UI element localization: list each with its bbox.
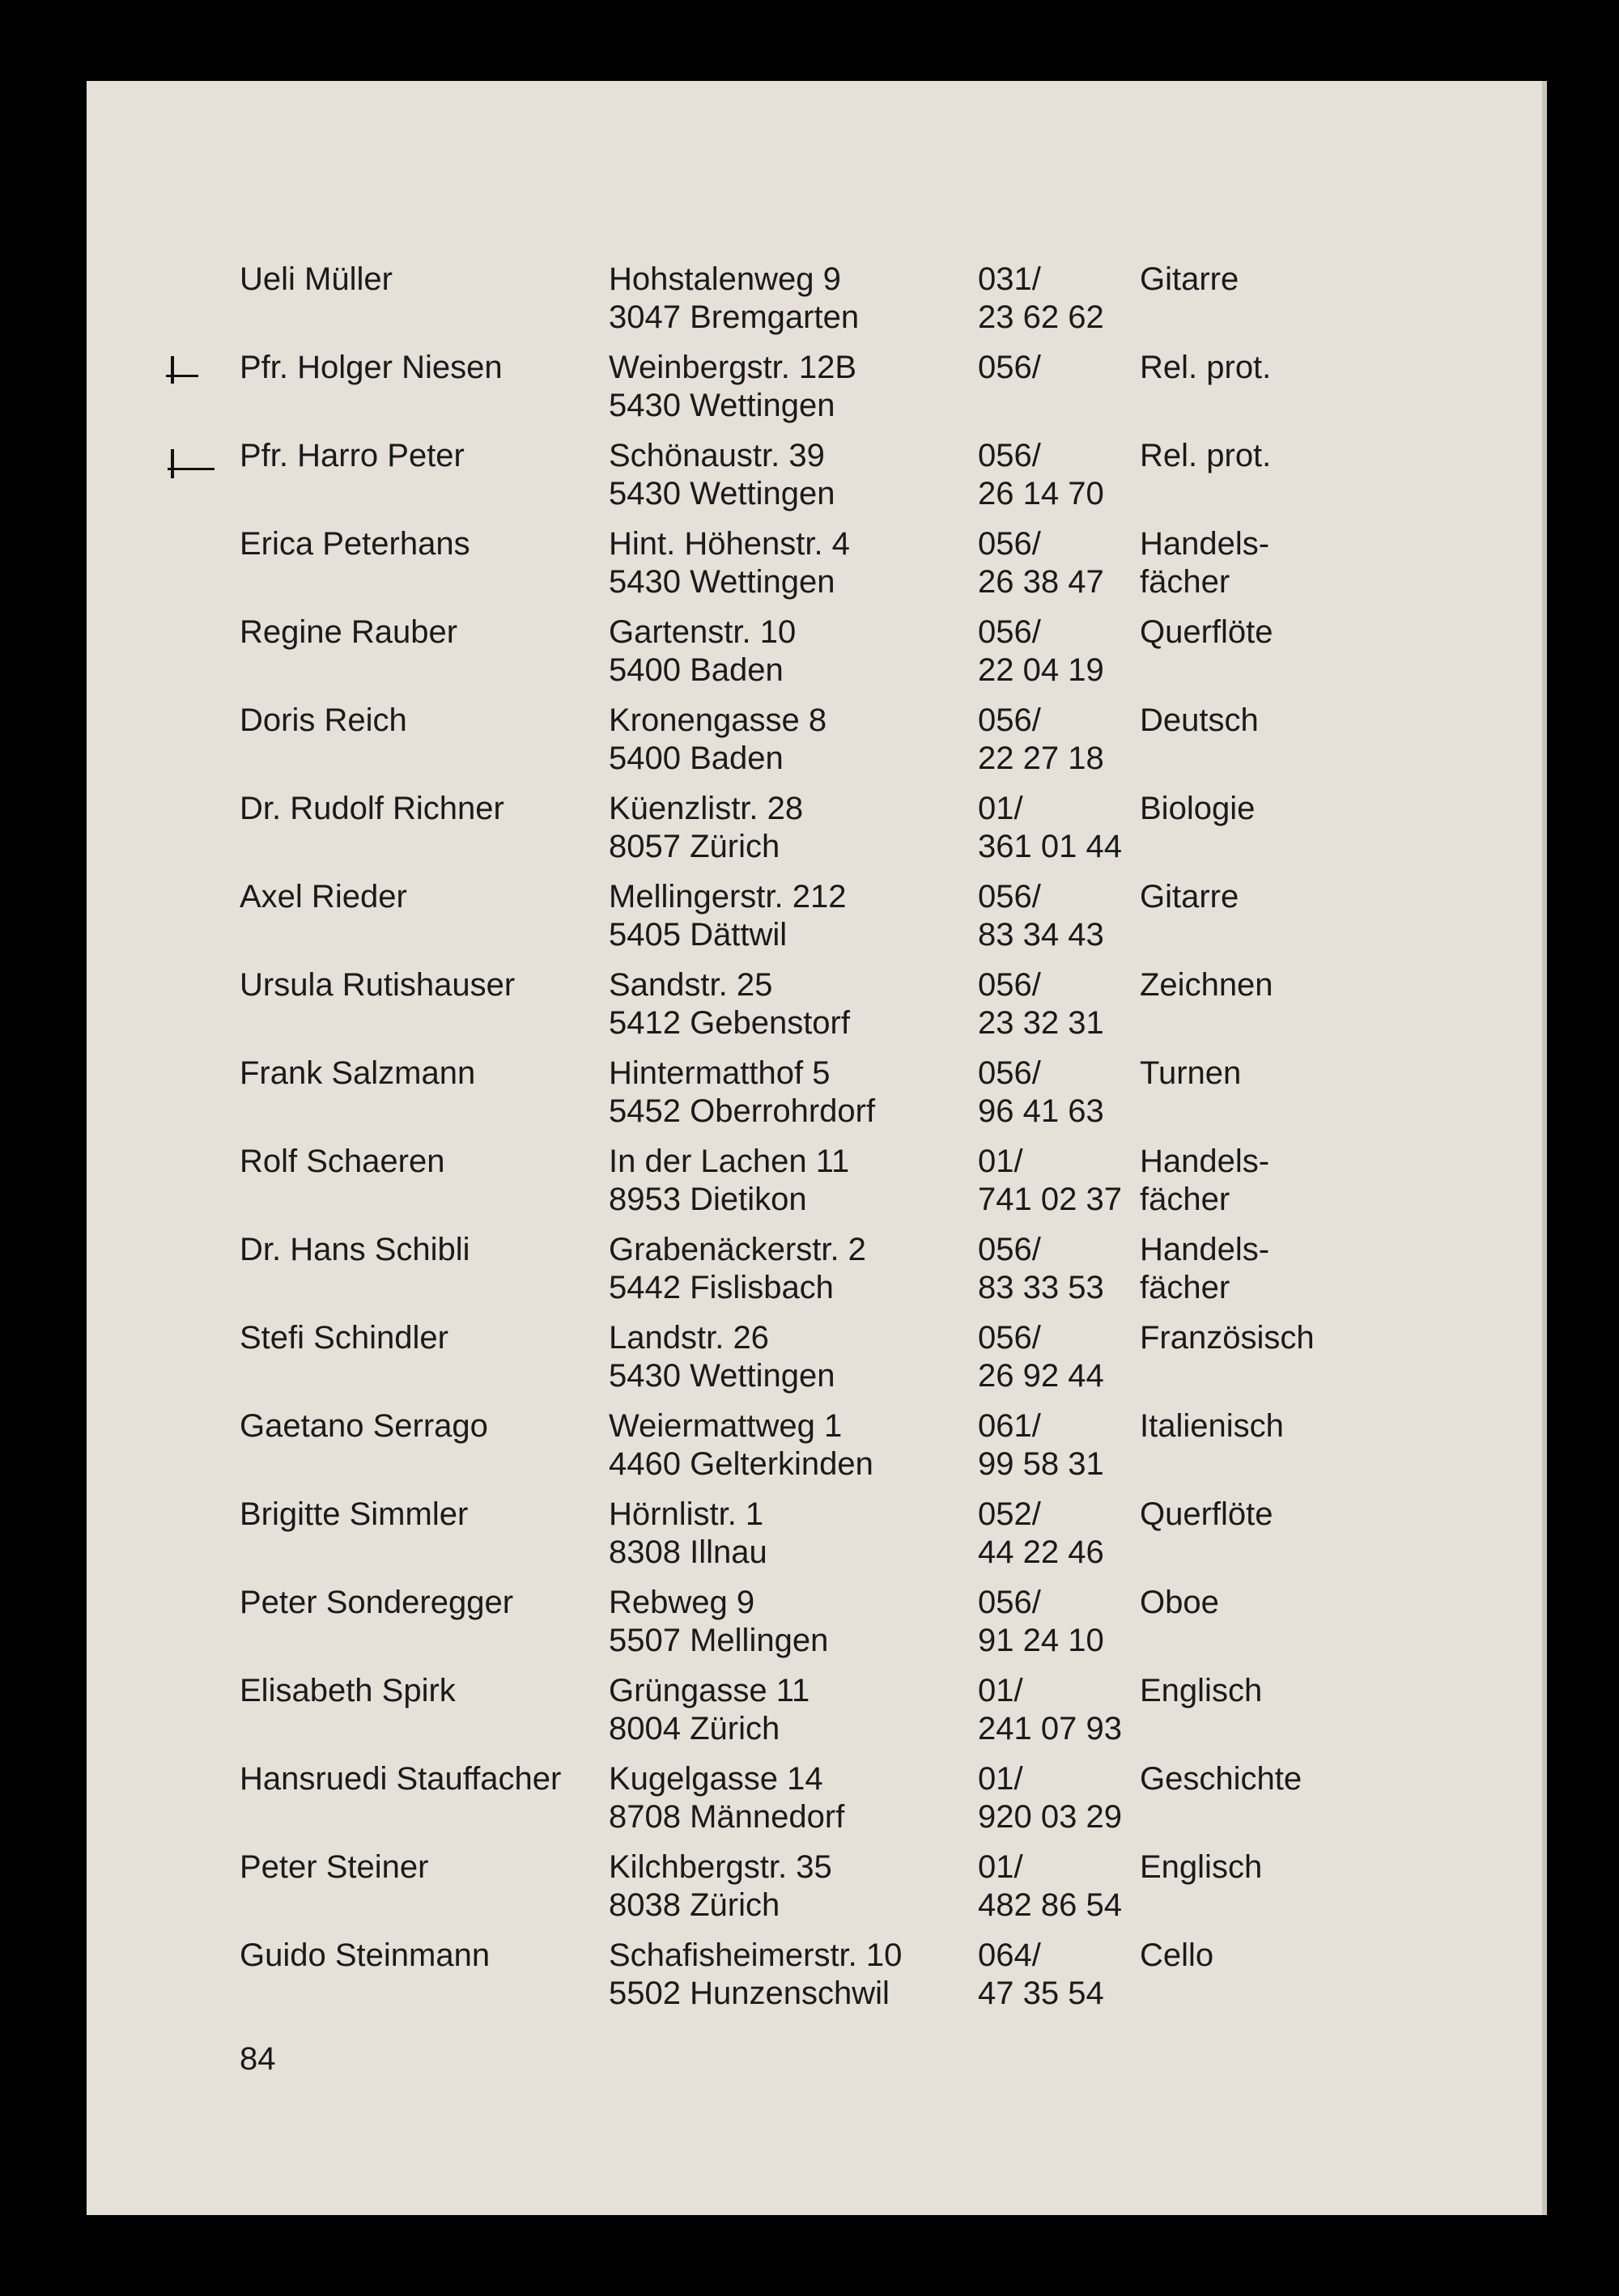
entry-street: Rebweg 9 [609, 1585, 755, 1620]
entry-city: 5400 Baden [609, 652, 784, 688]
teacher-directory [240, 261, 1373, 2025]
entry-area-code: 056/ [978, 350, 1041, 385]
directory-entry [240, 613, 1373, 702]
entry-name: Regine Rauber [240, 614, 458, 650]
entry-phone: 83 34 43 [978, 917, 1104, 953]
entry-phone: 22 27 18 [978, 741, 1104, 776]
entry-name: Doris Reich [240, 702, 407, 738]
entry-city: 5412 Gebenstorf [609, 1005, 850, 1041]
entry-area-code: 056/ [978, 526, 1041, 562]
entry-subject: Cello [1140, 1937, 1214, 1973]
entry-city: 8308 Illnau [609, 1534, 767, 1570]
entry-name: Stefi Schindler [240, 1320, 448, 1356]
directory-entry [240, 1143, 1373, 1231]
entry-street: Kronengasse 8 [609, 702, 827, 738]
directory-entry [240, 1848, 1373, 1937]
directory-entry [240, 1672, 1373, 1760]
entry-subject: Biologie [1140, 791, 1256, 826]
entry-area-code: 061/ [978, 1408, 1041, 1444]
entry-subject-continued: fächer [1140, 1182, 1230, 1217]
entry-area-code: 01/ [978, 1673, 1023, 1708]
entry-name: Elisabeth Spirk [240, 1673, 456, 1708]
entry-subject-continued: fächer [1140, 564, 1230, 600]
entry-phone: 741 02 37 [978, 1182, 1122, 1217]
directory-entry [240, 1319, 1373, 1407]
entry-area-code: 056/ [978, 1585, 1041, 1620]
entry-area-code: 01/ [978, 791, 1023, 826]
entry-subject: Deutsch [1140, 702, 1259, 738]
entry-name: Hansruedi Stauffacher [240, 1761, 562, 1797]
entry-city: 5430 Wettingen [609, 564, 835, 600]
entry-area-code: 01/ [978, 1761, 1023, 1797]
entry-name: Rolf Schaeren [240, 1144, 445, 1179]
entry-area-code: 031/ [978, 261, 1041, 297]
entry-name: Guido Steinmann [240, 1937, 491, 1973]
entry-subject: Querflöte [1140, 1496, 1273, 1532]
entry-area-code: 056/ [978, 702, 1041, 738]
directory-entry [240, 790, 1373, 878]
directory-entry [240, 878, 1373, 966]
entry-street: Kilchbergstr. 35 [609, 1849, 832, 1885]
entry-area-code: 01/ [978, 1144, 1023, 1179]
directory-entry [240, 437, 1373, 525]
directory-entry [240, 702, 1373, 790]
entry-name: Axel Rieder [240, 879, 407, 915]
entry-subject: Zeichnen [1140, 967, 1273, 1003]
entry-area-code: 056/ [978, 1320, 1041, 1356]
directory-entry [240, 1584, 1373, 1672]
entry-subject: Querflöte [1140, 614, 1273, 650]
entry-street: Sandstr. 25 [609, 967, 773, 1003]
entry-city: 5507 Mellingen [609, 1623, 829, 1658]
entry-city: 8004 Zürich [609, 1711, 780, 1746]
directory-entry [240, 1231, 1373, 1319]
entry-name: Brigitte Simmler [240, 1496, 469, 1532]
entry-subject: Handels- [1140, 526, 1270, 562]
directory-entry [240, 1055, 1373, 1143]
entry-phone: 83 33 53 [978, 1270, 1104, 1305]
entry-street: Schafisheimerstr. 10 [609, 1937, 903, 1973]
entry-subject: Handels- [1140, 1232, 1270, 1267]
entry-street: Küenzlistr. 28 [609, 791, 804, 826]
entry-city: 3047 Bremgarten [609, 299, 860, 335]
entry-subject: Englisch [1140, 1673, 1263, 1708]
directory-entry [240, 525, 1373, 613]
entry-phone: 99 58 31 [978, 1446, 1104, 1482]
entry-street: Mellingerstr. 212 [609, 879, 847, 915]
entry-street: Hörnlistr. 1 [609, 1496, 764, 1532]
entry-phone: 241 07 93 [978, 1711, 1122, 1746]
entry-phone: 920 03 29 [978, 1799, 1122, 1835]
entry-area-code: 052/ [978, 1496, 1041, 1532]
entry-phone: 482 86 54 [978, 1887, 1122, 1923]
directory-entry [240, 1937, 1373, 2025]
entry-name: Pfr. Harro Peter [240, 438, 465, 473]
entry-name: Dr. Rudolf Richner [240, 791, 504, 826]
entry-phone: 23 32 31 [978, 1005, 1104, 1041]
entry-phone: 26 14 70 [978, 476, 1104, 511]
entry-city: 5405 Dättwil [609, 917, 788, 953]
entry-street: Grabenäckerstr. 2 [609, 1232, 866, 1267]
entry-name: Frank Salzmann [240, 1055, 476, 1091]
entry-name: Erica Peterhans [240, 526, 470, 562]
entry-street: Kugelgasse 14 [609, 1761, 823, 1797]
entry-city: 5400 Baden [609, 741, 784, 776]
entry-area-code: 056/ [978, 967, 1041, 1003]
entry-area-code: 064/ [978, 1937, 1041, 1973]
entry-name: Pfr. Holger Niesen [240, 350, 503, 385]
entry-subject: Gitarre [1140, 261, 1239, 297]
entry-name: Ursula Rutishauser [240, 967, 516, 1003]
entry-street: Gartenstr. 10 [609, 614, 797, 650]
entry-city: 8708 Männedorf [609, 1799, 845, 1835]
entry-name: Peter Sonderegger [240, 1585, 514, 1620]
entry-subject: Italienisch [1140, 1408, 1284, 1444]
pen-mark [168, 468, 215, 470]
entry-street: Landstr. 26 [609, 1320, 769, 1356]
entry-city: 8057 Zürich [609, 829, 780, 864]
entry-city: 5430 Wettingen [609, 1358, 835, 1394]
pen-mark [171, 356, 174, 384]
entry-phone: 22 04 19 [978, 652, 1104, 688]
entry-subject: Rel. prot. [1140, 350, 1272, 385]
entry-street: Grüngasse 11 [609, 1673, 810, 1708]
entry-phone: 44 22 46 [978, 1534, 1104, 1570]
entry-name: Dr. Hans Schibli [240, 1232, 470, 1267]
entry-phone: 361 01 44 [978, 829, 1122, 864]
entry-street: Hintermatthof 5 [609, 1055, 831, 1091]
entry-city: 8038 Zürich [609, 1887, 780, 1923]
entry-area-code: 056/ [978, 879, 1041, 915]
entry-name: Gaetano Serrago [240, 1408, 488, 1444]
entry-street: Hohstalenweg 9 [609, 261, 841, 297]
entry-street: Weinbergstr. 12B [609, 350, 857, 385]
entry-subject: Französisch [1140, 1320, 1315, 1356]
page-edge [1542, 81, 1547, 2215]
entry-phone: 47 35 54 [978, 1976, 1104, 2011]
directory-entry [240, 261, 1373, 349]
entry-name: Ueli Müller [240, 261, 393, 297]
entry-area-code: 056/ [978, 438, 1041, 473]
entry-subject: Gitarre [1140, 879, 1239, 915]
entry-area-code: 01/ [978, 1849, 1023, 1885]
entry-phone: 23 62 62 [978, 299, 1104, 335]
entry-subject-continued: fächer [1140, 1270, 1230, 1305]
entry-city: 5452 Oberrohrdorf [609, 1093, 876, 1129]
entry-subject: Englisch [1140, 1849, 1263, 1885]
entry-subject: Oboe [1140, 1585, 1219, 1620]
entry-street: Hint. Höhenstr. 4 [609, 526, 850, 562]
entry-subject: Geschichte [1140, 1761, 1302, 1797]
entry-city: 5430 Wettingen [609, 476, 835, 511]
directory-entry [240, 966, 1373, 1055]
entry-subject: Rel. prot. [1140, 438, 1272, 473]
entry-phone: 96 41 63 [978, 1093, 1104, 1129]
directory-entry [240, 349, 1373, 437]
directory-entry [240, 1760, 1373, 1848]
entry-street: In der Lachen 11 [609, 1144, 850, 1179]
entry-phone: 26 92 44 [978, 1358, 1104, 1394]
entry-phone: 26 38 47 [978, 564, 1104, 600]
directory-entry [240, 1407, 1373, 1496]
entry-area-code: 056/ [978, 614, 1041, 650]
page-number: 84 [240, 2041, 276, 2077]
entry-subject: Turnen [1140, 1055, 1242, 1091]
entry-area-code: 056/ [978, 1232, 1041, 1267]
entry-city: 4460 Gelterkinden [609, 1446, 873, 1482]
entry-city: 5430 Wettingen [609, 388, 835, 423]
entry-area-code: 056/ [978, 1055, 1041, 1091]
entry-subject: Handels- [1140, 1144, 1270, 1179]
entry-street: Schönaustr. 39 [609, 438, 825, 473]
entry-street: Weiermattweg 1 [609, 1408, 843, 1444]
directory-entry [240, 1496, 1373, 1584]
entry-city: 8953 Dietikon [609, 1182, 807, 1217]
entry-city: 5502 Hunzenschwil [609, 1976, 890, 2011]
entry-phone: 91 24 10 [978, 1623, 1104, 1658]
entry-city: 5442 Fislisbach [609, 1270, 834, 1305]
pen-mark [171, 449, 174, 478]
entry-name: Peter Steiner [240, 1849, 429, 1885]
